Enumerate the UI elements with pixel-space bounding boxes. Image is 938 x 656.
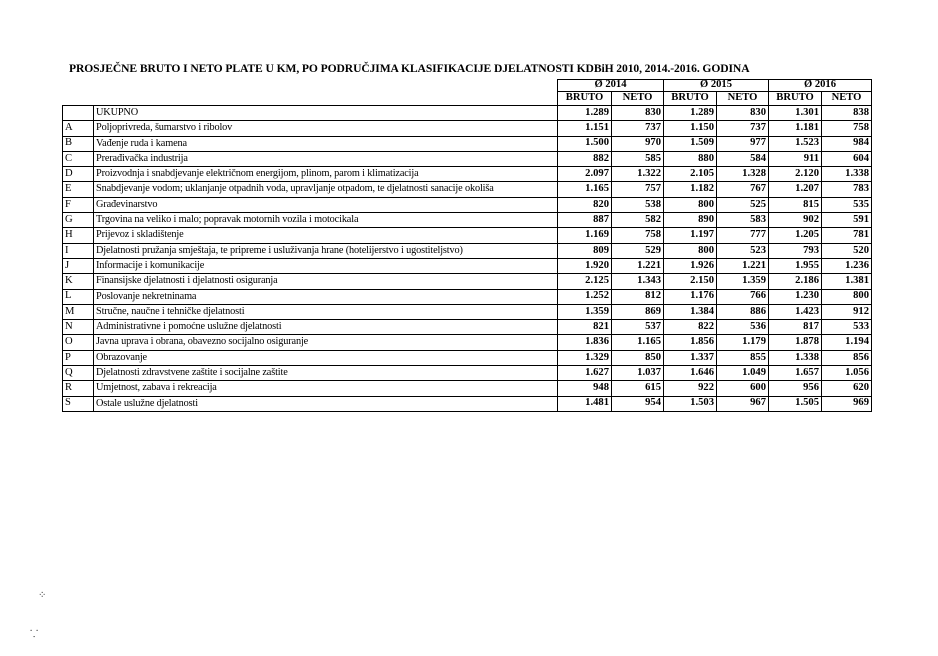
activity-code: C bbox=[63, 151, 94, 166]
wage-table bbox=[62, 79, 872, 412]
bruto-value: 1.856 bbox=[664, 335, 717, 350]
activity-code: H bbox=[63, 228, 94, 243]
activity-name: Vađenje ruda i kamena bbox=[94, 136, 558, 151]
neto-value: 758 bbox=[822, 121, 872, 136]
neto-value: 855 bbox=[717, 350, 769, 365]
neto-value: 1.165 bbox=[612, 335, 664, 350]
table-row bbox=[63, 228, 872, 243]
bruto-value: 1.920 bbox=[558, 258, 612, 273]
neto-value: 1.338 bbox=[822, 167, 872, 182]
bruto-value: 1.301 bbox=[769, 106, 822, 121]
bruto-value: 1.509 bbox=[664, 136, 717, 151]
neto-value: 591 bbox=[822, 213, 872, 228]
neto-value: 520 bbox=[822, 243, 872, 258]
activity-name: Građevinarstvo bbox=[94, 197, 558, 212]
table-row bbox=[63, 121, 872, 136]
neto-value: 1.194 bbox=[822, 335, 872, 350]
activity-code: G bbox=[63, 213, 94, 228]
neto-value: 984 bbox=[822, 136, 872, 151]
bruto-value: 902 bbox=[769, 213, 822, 228]
activity-code: O bbox=[63, 335, 94, 350]
bruto-value: 1.505 bbox=[769, 396, 822, 411]
activity-code: K bbox=[63, 274, 94, 289]
bruto-value: 1.289 bbox=[558, 106, 612, 121]
scan-speck: ⁘ bbox=[38, 590, 47, 601]
header-spacer bbox=[94, 92, 558, 106]
neto-value: 977 bbox=[717, 136, 769, 151]
year-header: Ø 2015 bbox=[664, 80, 769, 92]
activity-code: Q bbox=[63, 366, 94, 381]
neto-value: 538 bbox=[612, 197, 664, 212]
bruto-value: 1.359 bbox=[558, 304, 612, 319]
neto-value: 869 bbox=[612, 304, 664, 319]
activity-code: J bbox=[63, 258, 94, 273]
neto-value: 886 bbox=[717, 304, 769, 319]
neto-value: 1.179 bbox=[717, 335, 769, 350]
neto-value: 536 bbox=[717, 320, 769, 335]
activity-code: B bbox=[63, 136, 94, 151]
activity-code: D bbox=[63, 167, 94, 182]
neto-value: 537 bbox=[612, 320, 664, 335]
activity-name: Obrazovanje bbox=[94, 350, 558, 365]
bruto-value: 1.627 bbox=[558, 366, 612, 381]
activity-code: L bbox=[63, 289, 94, 304]
activity-name: Snabdjevanje vodom; uklanjanje otpadnih voda, upravljanje otpadom, te djelatnosti sanacije okoliša bbox=[94, 182, 558, 197]
bruto-value: 1.384 bbox=[664, 304, 717, 319]
neto-value: 912 bbox=[822, 304, 872, 319]
neto-value: 1.328 bbox=[717, 167, 769, 182]
header-spacer bbox=[63, 92, 94, 106]
table-row bbox=[63, 350, 872, 365]
document-title: PROSJEČNE BRUTO I NETO PLATE U KM, PO PODRUČJIMA KLASIFIKACIJE DJELATNOSTI KDBiH 2010, 2014.-2016. GODINA bbox=[69, 62, 750, 75]
neto-value: 737 bbox=[612, 121, 664, 136]
neto-value: 1.381 bbox=[822, 274, 872, 289]
activity-name: Stručne, naučne i tehničke djelatnosti bbox=[94, 304, 558, 319]
bruto-header: BRUTO bbox=[558, 92, 612, 106]
bruto-value: 1.836 bbox=[558, 335, 612, 350]
bruto-value: 1.646 bbox=[664, 366, 717, 381]
neto-value: 830 bbox=[612, 106, 664, 121]
neto-value: 604 bbox=[822, 151, 872, 166]
bruto-value: 1.878 bbox=[769, 335, 822, 350]
neto-value: 620 bbox=[822, 381, 872, 396]
bruto-value: 1.207 bbox=[769, 182, 822, 197]
bruto-value: 1.657 bbox=[769, 366, 822, 381]
neto-value: 970 bbox=[612, 136, 664, 151]
bruto-value: 1.503 bbox=[664, 396, 717, 411]
activity-code: M bbox=[63, 304, 94, 319]
table-row bbox=[63, 274, 872, 289]
neto-value: 856 bbox=[822, 350, 872, 365]
year-header: Ø 2016 bbox=[769, 80, 872, 92]
table-row bbox=[63, 106, 872, 121]
bruto-value: 2.105 bbox=[664, 167, 717, 182]
bruto-value: 1.926 bbox=[664, 258, 717, 273]
neto-value: 800 bbox=[822, 289, 872, 304]
bruto-value: 1.329 bbox=[558, 350, 612, 365]
bruto-value: 1.481 bbox=[558, 396, 612, 411]
neto-value: 1.343 bbox=[612, 274, 664, 289]
neto-value: 585 bbox=[612, 151, 664, 166]
neto-value: 767 bbox=[717, 182, 769, 197]
neto-value: 967 bbox=[717, 396, 769, 411]
activity-name: Poslovanje nekretninama bbox=[94, 289, 558, 304]
table-row bbox=[63, 151, 872, 166]
activity-name: Administrativne i pomoćne uslužne djelatnosti bbox=[94, 320, 558, 335]
neto-value: 525 bbox=[717, 197, 769, 212]
neto-value: 583 bbox=[717, 213, 769, 228]
activity-code: N bbox=[63, 320, 94, 335]
header-spacer bbox=[63, 80, 94, 92]
neto-value: 584 bbox=[717, 151, 769, 166]
activity-name: Djelatnosti zdravstvene zaštite i socijalne zaštite bbox=[94, 366, 558, 381]
activity-name: Umjetnost, zabava i rekreacija bbox=[94, 381, 558, 396]
bruto-value: 1.523 bbox=[769, 136, 822, 151]
bruto-value: 1.500 bbox=[558, 136, 612, 151]
bruto-header: BRUTO bbox=[664, 92, 717, 106]
neto-value: 1.049 bbox=[717, 366, 769, 381]
bruto-value: 815 bbox=[769, 197, 822, 212]
bruto-value: 1.176 bbox=[664, 289, 717, 304]
bruto-value: 2.186 bbox=[769, 274, 822, 289]
measure-header-row bbox=[63, 92, 872, 106]
table-row bbox=[63, 304, 872, 319]
activity-code bbox=[63, 106, 94, 121]
bruto-value: 1.338 bbox=[769, 350, 822, 365]
neto-value: 1.236 bbox=[822, 258, 872, 273]
wage-table-body bbox=[63, 80, 872, 412]
bruto-value: 882 bbox=[558, 151, 612, 166]
table-row bbox=[63, 167, 872, 182]
bruto-value: 1.289 bbox=[664, 106, 717, 121]
activity-name: Trgovina na veliko i malo; popravak motornih vozila i motocikala bbox=[94, 213, 558, 228]
activity-name: UKUPNO bbox=[94, 106, 558, 121]
neto-value: 1.221 bbox=[612, 258, 664, 273]
neto-value: 535 bbox=[822, 197, 872, 212]
bruto-value: 1.169 bbox=[558, 228, 612, 243]
bruto-value: 922 bbox=[664, 381, 717, 396]
neto-value: 969 bbox=[822, 396, 872, 411]
bruto-value: 800 bbox=[664, 243, 717, 258]
neto-value: 523 bbox=[717, 243, 769, 258]
bruto-value: 821 bbox=[558, 320, 612, 335]
activity-code: S bbox=[63, 396, 94, 411]
bruto-value: 809 bbox=[558, 243, 612, 258]
table-row bbox=[63, 381, 872, 396]
activity-code: P bbox=[63, 350, 94, 365]
year-header-row bbox=[63, 80, 872, 92]
bruto-value: 1.230 bbox=[769, 289, 822, 304]
table-row bbox=[63, 258, 872, 273]
neto-value: 781 bbox=[822, 228, 872, 243]
neto-value: 783 bbox=[822, 182, 872, 197]
neto-value: 838 bbox=[822, 106, 872, 121]
activity-name: Poljoprivreda, šumarstvo i ribolov bbox=[94, 121, 558, 136]
table-row bbox=[63, 396, 872, 411]
table-row bbox=[63, 213, 872, 228]
neto-value: 758 bbox=[612, 228, 664, 243]
year-header: Ø 2014 bbox=[558, 80, 664, 92]
neto-value: 1.221 bbox=[717, 258, 769, 273]
activity-name: Djelatnosti pružanja smještaja, te pripreme i usluživanja hrane (hotelijerstvo i ugostiteljstvo) bbox=[94, 243, 558, 258]
neto-value: 766 bbox=[717, 289, 769, 304]
neto-value: 777 bbox=[717, 228, 769, 243]
activity-name: Ostale uslužne djelatnosti bbox=[94, 396, 558, 411]
bruto-header: BRUTO bbox=[769, 92, 822, 106]
activity-name: Prijevoz i skladištenje bbox=[94, 228, 558, 243]
table-row bbox=[63, 182, 872, 197]
bruto-value: 911 bbox=[769, 151, 822, 166]
bruto-value: 1.252 bbox=[558, 289, 612, 304]
header-spacer bbox=[94, 80, 558, 92]
bruto-value: 820 bbox=[558, 197, 612, 212]
table-row bbox=[63, 335, 872, 350]
activity-code: F bbox=[63, 197, 94, 212]
activity-code: R bbox=[63, 381, 94, 396]
neto-header: NETO bbox=[822, 92, 872, 106]
bruto-value: 1.197 bbox=[664, 228, 717, 243]
table-row bbox=[63, 136, 872, 151]
neto-value: 1.359 bbox=[717, 274, 769, 289]
activity-code: A bbox=[63, 121, 94, 136]
neto-value: 533 bbox=[822, 320, 872, 335]
neto-value: 757 bbox=[612, 182, 664, 197]
activity-name: Finansijske djelatnosti i djelatnosti osiguranja bbox=[94, 274, 558, 289]
table-row bbox=[63, 243, 872, 258]
neto-value: 830 bbox=[717, 106, 769, 121]
neto-value: 1.322 bbox=[612, 167, 664, 182]
activity-name: Javna uprava i obrana, obavezno socijalno osiguranje bbox=[94, 335, 558, 350]
activity-name: Prerađivačka industrija bbox=[94, 151, 558, 166]
bruto-value: 822 bbox=[664, 320, 717, 335]
activity-name: Informacije i komunikacije bbox=[94, 258, 558, 273]
bruto-value: 880 bbox=[664, 151, 717, 166]
bruto-value: 1.181 bbox=[769, 121, 822, 136]
table-row bbox=[63, 366, 872, 381]
neto-header: NETO bbox=[717, 92, 769, 106]
bruto-value: 1.151 bbox=[558, 121, 612, 136]
scan-speck: ⸪ bbox=[30, 629, 39, 640]
bruto-value: 1.337 bbox=[664, 350, 717, 365]
neto-value: 850 bbox=[612, 350, 664, 365]
neto-value: 737 bbox=[717, 121, 769, 136]
bruto-value: 887 bbox=[558, 213, 612, 228]
bruto-value: 1.205 bbox=[769, 228, 822, 243]
bruto-value: 1.165 bbox=[558, 182, 612, 197]
bruto-value: 956 bbox=[769, 381, 822, 396]
bruto-value: 2.097 bbox=[558, 167, 612, 182]
bruto-value: 1.955 bbox=[769, 258, 822, 273]
table-row bbox=[63, 197, 872, 212]
bruto-value: 2.120 bbox=[769, 167, 822, 182]
neto-value: 529 bbox=[612, 243, 664, 258]
neto-value: 600 bbox=[717, 381, 769, 396]
neto-header: NETO bbox=[612, 92, 664, 106]
bruto-value: 948 bbox=[558, 381, 612, 396]
table-row bbox=[63, 289, 872, 304]
bruto-value: 2.150 bbox=[664, 274, 717, 289]
bruto-value: 793 bbox=[769, 243, 822, 258]
activity-code: I bbox=[63, 243, 94, 258]
activity-code: E bbox=[63, 182, 94, 197]
bruto-value: 1.182 bbox=[664, 182, 717, 197]
neto-value: 615 bbox=[612, 381, 664, 396]
bruto-value: 1.150 bbox=[664, 121, 717, 136]
neto-value: 954 bbox=[612, 396, 664, 411]
neto-value: 582 bbox=[612, 213, 664, 228]
bruto-value: 1.423 bbox=[769, 304, 822, 319]
neto-value: 1.037 bbox=[612, 366, 664, 381]
activity-name: Proizvodnja i snabdjevanje električnom energijom, plinom, parom i klimatizacija bbox=[94, 167, 558, 182]
bruto-value: 800 bbox=[664, 197, 717, 212]
bruto-value: 817 bbox=[769, 320, 822, 335]
bruto-value: 890 bbox=[664, 213, 717, 228]
bruto-value: 2.125 bbox=[558, 274, 612, 289]
neto-value: 1.056 bbox=[822, 366, 872, 381]
table-row bbox=[63, 320, 872, 335]
neto-value: 812 bbox=[612, 289, 664, 304]
